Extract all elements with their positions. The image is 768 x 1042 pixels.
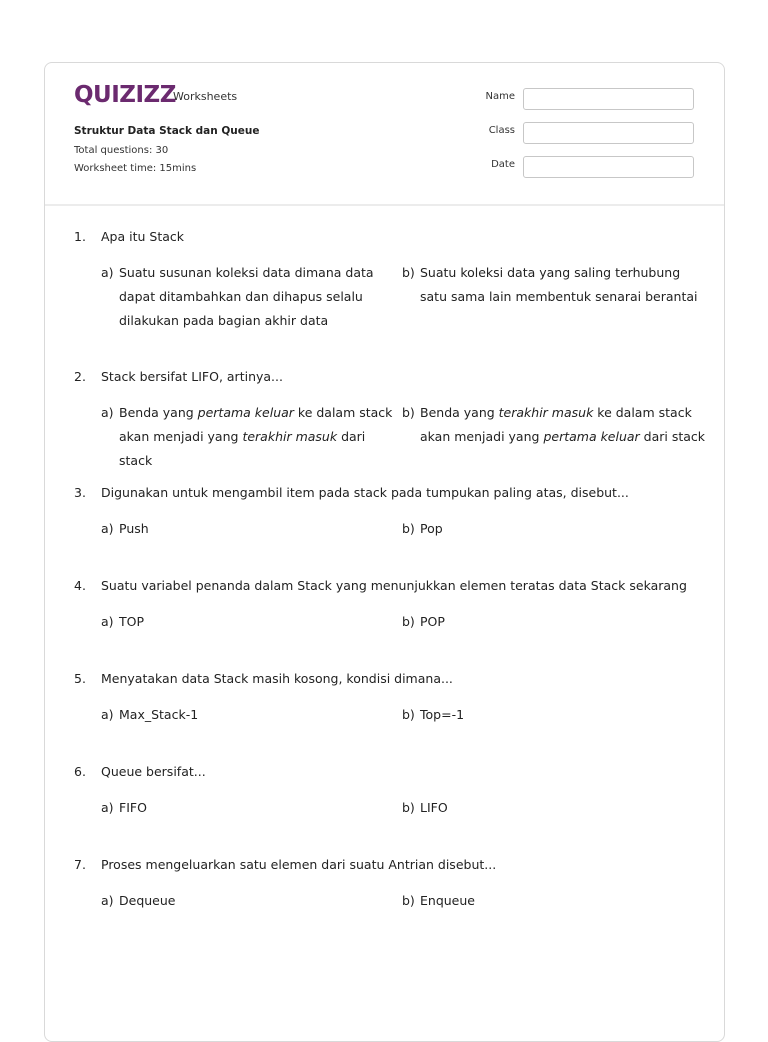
date-field[interactable] — [523, 156, 694, 178]
quizizz-logo: QUIZIZZ — [74, 82, 176, 108]
option-text: Enqueue — [420, 893, 475, 908]
option-letter: a) — [101, 521, 114, 536]
option-text-line: Benda yang terakhir masuk ke dalam stack — [420, 405, 692, 420]
worksheet-header — [45, 63, 724, 206]
question-number: 4. — [74, 578, 86, 593]
option-letter: b) — [402, 800, 415, 815]
option-letter: a) — [101, 614, 114, 629]
worksheets-label: Worksheets — [173, 90, 238, 103]
option-letter: a) — [101, 405, 114, 420]
option-letter: b) — [402, 405, 415, 420]
question-text: Suatu variabel penanda dalam Stack yang menunjukkan elemen teratas data Stack sekarang — [101, 578, 687, 593]
question-text: Queue bersifat... — [101, 764, 206, 779]
total-questions: Total questions: 30 — [74, 145, 169, 156]
option-letter: a) — [101, 800, 114, 815]
option-text: FIFO — [119, 800, 147, 815]
option-text: TOP — [119, 614, 145, 629]
option-text: Dequeue — [119, 893, 176, 908]
question-text: Digunakan untuk mengambil item pada stack pada tumpukan paling atas, disebut... — [101, 485, 629, 500]
class-label: Class — [488, 125, 515, 136]
question-number: 1. — [74, 229, 86, 244]
option-text: LIFO — [420, 800, 448, 815]
option-letter: b) — [402, 521, 415, 536]
option-text-line: akan menjadi yang pertama keluar dari stack — [420, 429, 706, 444]
option-text-line: Benda yang pertama keluar ke dalam stack — [119, 405, 393, 420]
option-letter: b) — [402, 893, 415, 908]
option-text: Max_Stack-1 — [119, 707, 199, 722]
date-label: Date — [491, 159, 515, 170]
question-text: Stack bersifat LIFO, artinya... — [101, 369, 283, 384]
option-text: Pop — [420, 521, 443, 536]
question-text: Proses mengeluarkan satu elemen dari suatu Antrian disebut... — [101, 857, 497, 872]
option-text-line: satu sama lain membentuk senarai berantai — [420, 289, 698, 304]
worksheet-card — [44, 62, 725, 1042]
question-text: Menyatakan data Stack masih kosong, kondisi dimana... — [101, 671, 453, 686]
option-text-line: dilakukan pada bagian akhir data — [119, 313, 329, 328]
question-text: Apa itu Stack — [101, 229, 184, 244]
option-text-line: akan menjadi yang terakhir masuk dari stack — [119, 429, 366, 468]
name-label: Name — [485, 91, 515, 102]
question-number: 5. — [74, 671, 86, 686]
question-number: 6. — [74, 764, 86, 779]
question-number: 3. — [74, 485, 86, 500]
option-letter: b) — [402, 614, 415, 629]
worksheet-time: Worksheet time: 15mins — [74, 163, 197, 174]
option-text-line: Suatu susunan koleksi data dimana data — [119, 265, 374, 280]
option-letter: a) — [101, 265, 114, 280]
option-text: POP — [420, 614, 445, 629]
name-field[interactable] — [523, 88, 694, 110]
option-letter: a) — [101, 707, 114, 722]
worksheet-title: Struktur Data Stack dan Queue — [74, 125, 260, 137]
option-text: Top=-1 — [420, 707, 465, 722]
option-text-line: Suatu koleksi data yang saling terhubung — [420, 265, 681, 280]
class-field[interactable] — [523, 122, 694, 144]
option-text: Push — [119, 521, 149, 536]
option-letter: b) — [402, 707, 415, 722]
option-text-line: dapat ditambahkan dan dihapus selalu — [119, 289, 363, 304]
option-letter: b) — [402, 265, 415, 280]
question-number: 2. — [74, 369, 86, 384]
question-number: 7. — [74, 857, 86, 872]
option-letter: a) — [101, 893, 114, 908]
